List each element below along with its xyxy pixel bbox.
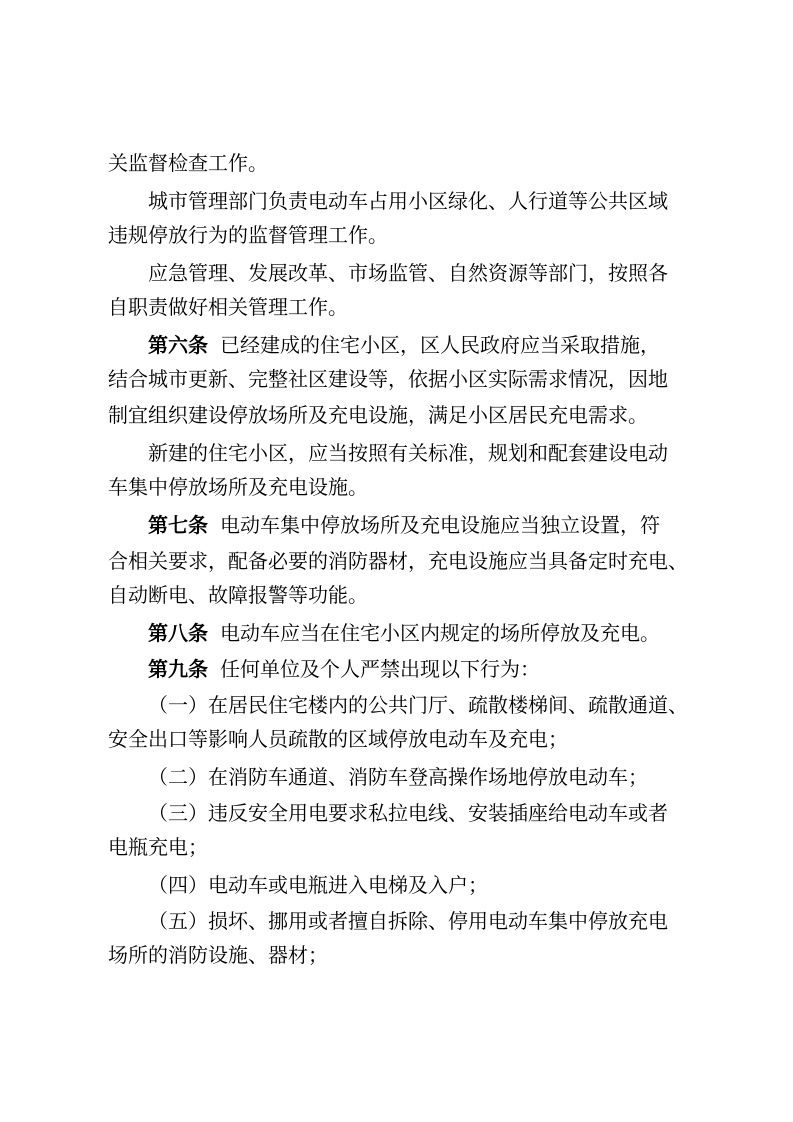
- text-line: 自职责做好相关管理工作。: [108, 295, 348, 319]
- clause-5-line: （五）损坏、挪用或者擅自拆除、停用电动车集中停放充电: [148, 909, 668, 933]
- clause-1-line: （一）在居民住宅楼内的公共门厅、疏散楼梯间、疏散通道、: [148, 693, 688, 717]
- article-9-line: 第九条 任何单位及个人严禁出现以下行为：: [148, 657, 540, 681]
- clause-3-line: （三）违反安全用电要求私拉电线、安装插座给电动车或者: [148, 801, 668, 825]
- text-line: 自动断电、故障报警等功能。: [108, 583, 368, 607]
- article-7-line: 第七条 电动车集中停放场所及充电设施应当独立设置，符: [148, 513, 660, 537]
- text-line: 违规停放行为的监督管理工作。: [108, 223, 388, 247]
- article-6-line: 第六条 已经建成的住宅小区，区人民政府应当采取措施，: [148, 333, 660, 357]
- article-number: 第七条: [148, 513, 208, 537]
- text-line: 电瓶充电；: [108, 835, 208, 859]
- text-line: 城市管理部门负责电动车占用小区绿化、人行道等公共区域: [148, 189, 668, 213]
- text-line: 制宜组织建设停放场所及充电设施，满足小区居民充电需求。: [108, 403, 648, 427]
- text-line: 新建的住宅小区，应当按照有关标准，规划和配套建设电动: [148, 441, 668, 465]
- text-line: 合相关要求，配备必要的消防器材，充电设施应当具备定时充电、: [108, 549, 688, 573]
- text-line: 关监督检查工作。: [108, 151, 268, 175]
- article-number: 第六条: [148, 333, 208, 357]
- text-line: 车集中停放场所及充电设施。: [108, 475, 368, 499]
- article-8-line: 第八条 电动车应当在住宅小区内规定的场所停放及充电。: [148, 621, 660, 645]
- article-number: 第九条: [148, 657, 208, 681]
- text-line: 应急管理、发展改革、市场监管、自然资源等部门，按照各: [148, 261, 668, 285]
- text-line: 场所的消防设施、器材；: [108, 943, 328, 967]
- clause-4-line: （四）电动车或电瓶进入电梯及入户；: [148, 873, 488, 897]
- text-line: 结合城市更新、完整社区建设等，依据小区实际需求情况，因地: [108, 367, 668, 391]
- clause-2-line: （二）在消防车通道、消防车登高操作场地停放电动车；: [148, 765, 648, 789]
- article-number: 第八条: [148, 621, 208, 645]
- text-line: 安全出口等影响人员疏散的区域停放电动车及充电；: [108, 727, 568, 751]
